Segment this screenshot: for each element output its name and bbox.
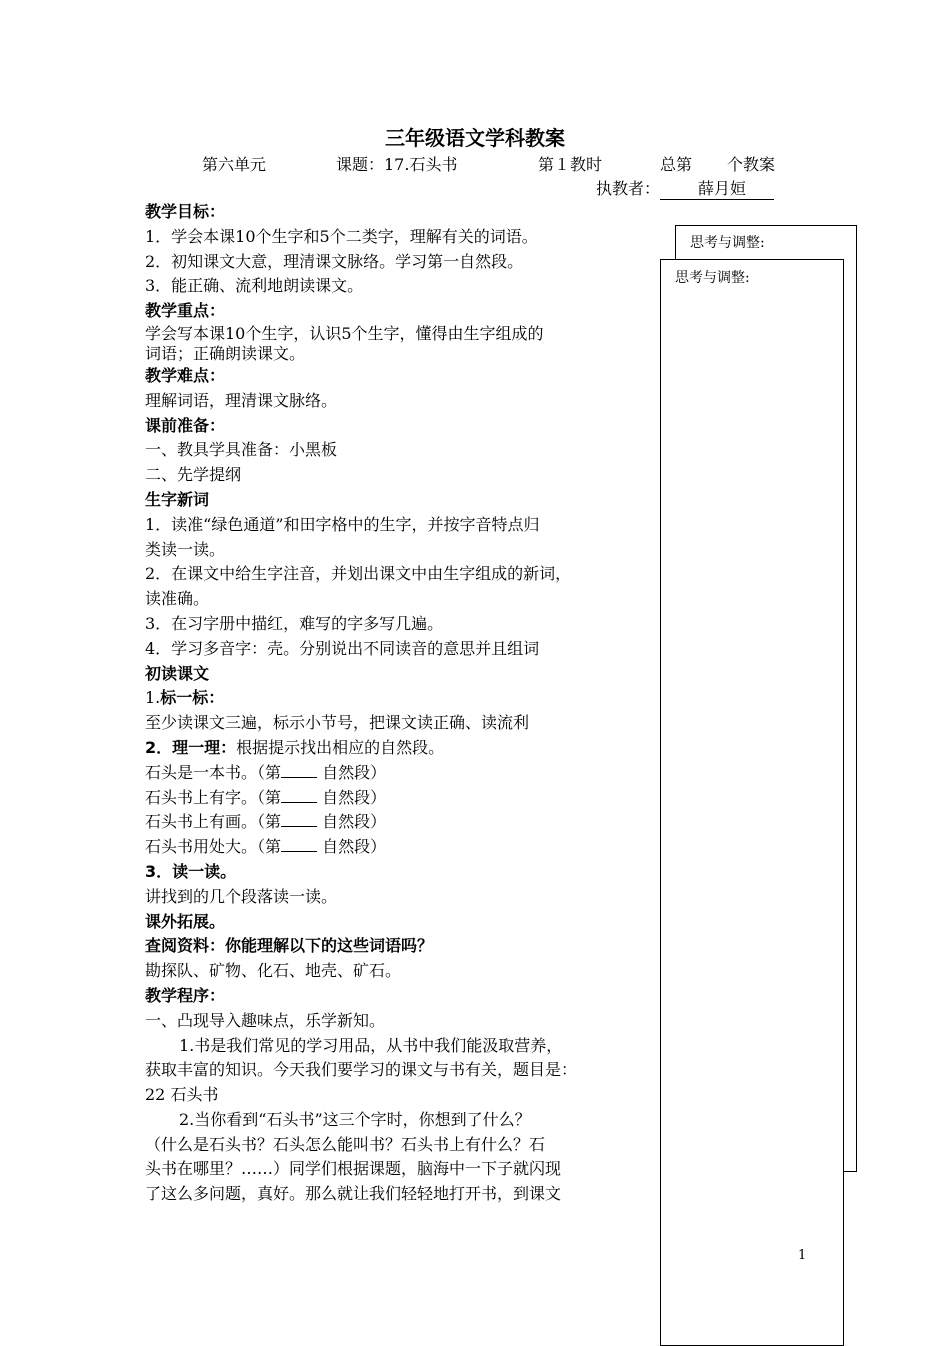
question-prefix: （第 — [257, 812, 282, 832]
procedure-text: 22 石头书 — [145, 1085, 219, 1105]
key-points-text: 学会写本课10个生字，认识5个生字，懂得由生字组成的 — [145, 323, 544, 343]
procedure-step: 一、凸现导入趣味点，乐学新知。 — [145, 1010, 386, 1030]
question-suffix: 自然段） — [317, 787, 387, 807]
extension-words: 勘探队、矿物、化石、地壳、矿石。 — [145, 961, 402, 981]
step-number: 1. — [145, 688, 161, 708]
question-suffix: 自然段） — [317, 837, 387, 857]
key-points-text: 词语；正确朗读课文。 — [145, 343, 306, 363]
total-suffix: 个教案 — [727, 155, 776, 174]
difficulty-heading: 教学难点： — [145, 365, 226, 385]
period-label: 第１教时 — [538, 155, 603, 174]
procedure-text: 2.当你看到“石头书”这三个字时，你想到了什么？ — [179, 1109, 531, 1129]
goal-item: 1．学会本课10个生字和5个二类字，理解有关的词语。 — [145, 226, 538, 246]
answer-blank[interactable] — [281, 788, 317, 803]
new-words-item: 类读一读。 — [145, 539, 226, 559]
reflection-label: 思考与调整: — [675, 270, 750, 286]
first-read-step-1 — [145, 686, 655, 711]
procedure-text: 头书在哪里？……）同学们根据课题，脑海中一下子就闪现 — [145, 1159, 562, 1179]
answer-blank[interactable] — [281, 837, 317, 852]
question-suffix: 自然段） — [317, 812, 387, 832]
procedure-text: 获取丰富的知识。今天我们要学习的课文与书有关，题目是： — [145, 1060, 578, 1080]
procedure-heading: 教学程序： — [145, 985, 226, 1005]
first-read-step-1-text: 至少读课文三遍，标示小节号，把课文读正确、读流利 — [145, 713, 530, 733]
page-number: 1 — [798, 1248, 807, 1263]
question-suffix: 自然段） — [317, 762, 387, 782]
extension-question: 查阅资料：你能理解以下的这些词语吗？ — [145, 936, 434, 956]
difficulty-text: 理解词语，理清课文脉络。 — [145, 390, 338, 410]
author-line — [596, 176, 774, 200]
prep-item: 二、先学提纲 — [145, 465, 242, 485]
total-prefix: 总第 — [660, 155, 693, 174]
reflection-label-back: 思考与调整: — [690, 235, 765, 251]
question-text: 石头是一本书。 — [145, 762, 258, 782]
paragraph-question — [145, 835, 655, 860]
procedure-text: 1.书是我们常见的学习用品，从书中我们能汲取营养， — [179, 1035, 563, 1055]
key-points-heading: 教学重点： — [145, 301, 226, 321]
document-title: 三年级语文学科教案 — [385, 126, 565, 150]
unit-label: 第六单元 — [202, 155, 267, 174]
author-label: 执教者： — [596, 179, 661, 198]
procedure-text: 了这么多问题，真好。那么就让我们轻轻地打开书，到课文 — [145, 1184, 562, 1204]
new-words-item: 3．在习字册中描红，难写的字多写几遍。 — [145, 613, 444, 633]
goals-heading: 教学目标： — [145, 202, 226, 221]
first-read-step-3: 3．读一读。 — [145, 861, 237, 881]
new-words-item: 4．学习多音字：壳。分别说出不同读音的意思并且组词 — [145, 638, 540, 658]
prep-item: 一、教具学具准备：小黑板 — [145, 440, 338, 460]
extension-heading: 课外拓展。 — [145, 911, 226, 931]
first-read-step-3-text: 讲找到的几个段落读一读。 — [145, 886, 338, 906]
lesson-title: 课题：17.石头书 — [336, 155, 458, 174]
author-name: 薛月姮 — [660, 176, 774, 200]
step-title: 2．理一理： — [145, 737, 237, 757]
procedure-text: （什么是石头书？石头怎么能叫书？石头书上有什么？石 — [145, 1134, 546, 1154]
step-text: 根据提示找出相应的自然段。 — [236, 737, 445, 757]
new-words-heading: 生字新词 — [145, 489, 210, 509]
new-words-item: 2．在课文中给生字注音，并划出课文中由生字组成的新词， — [145, 564, 572, 584]
prep-heading: 课前准备： — [145, 415, 226, 435]
new-words-item: 1．读准“绿色通道”和田字格中的生字，并按字音特点归 — [145, 514, 540, 534]
question-prefix: （第 — [257, 762, 282, 782]
reflection-box — [660, 259, 844, 1346]
first-read-heading: 初读课文 — [145, 663, 210, 683]
question-text: 石头书上有画。 — [145, 812, 258, 832]
goal-item: 2．初知课文大意，理清课文脉络。学习第一自然段。 — [145, 251, 524, 271]
lesson-body — [145, 200, 655, 1207]
answer-blank[interactable] — [281, 763, 317, 778]
paragraph-question — [145, 810, 655, 835]
step-title: 标一标： — [160, 688, 225, 708]
paragraph-question — [145, 786, 655, 811]
question-prefix: （第 — [257, 787, 282, 807]
goal-item: 3．能正确、流利地朗读课文。 — [145, 276, 364, 296]
first-read-step-2 — [145, 736, 655, 761]
question-text: 石头书上有字。 — [145, 787, 258, 807]
answer-blank[interactable] — [281, 812, 317, 827]
paragraph-question — [145, 761, 655, 786]
new-words-item: 读准确。 — [145, 589, 210, 609]
question-text: 石头书用处大。 — [145, 837, 258, 857]
question-prefix: （第 — [257, 837, 282, 857]
